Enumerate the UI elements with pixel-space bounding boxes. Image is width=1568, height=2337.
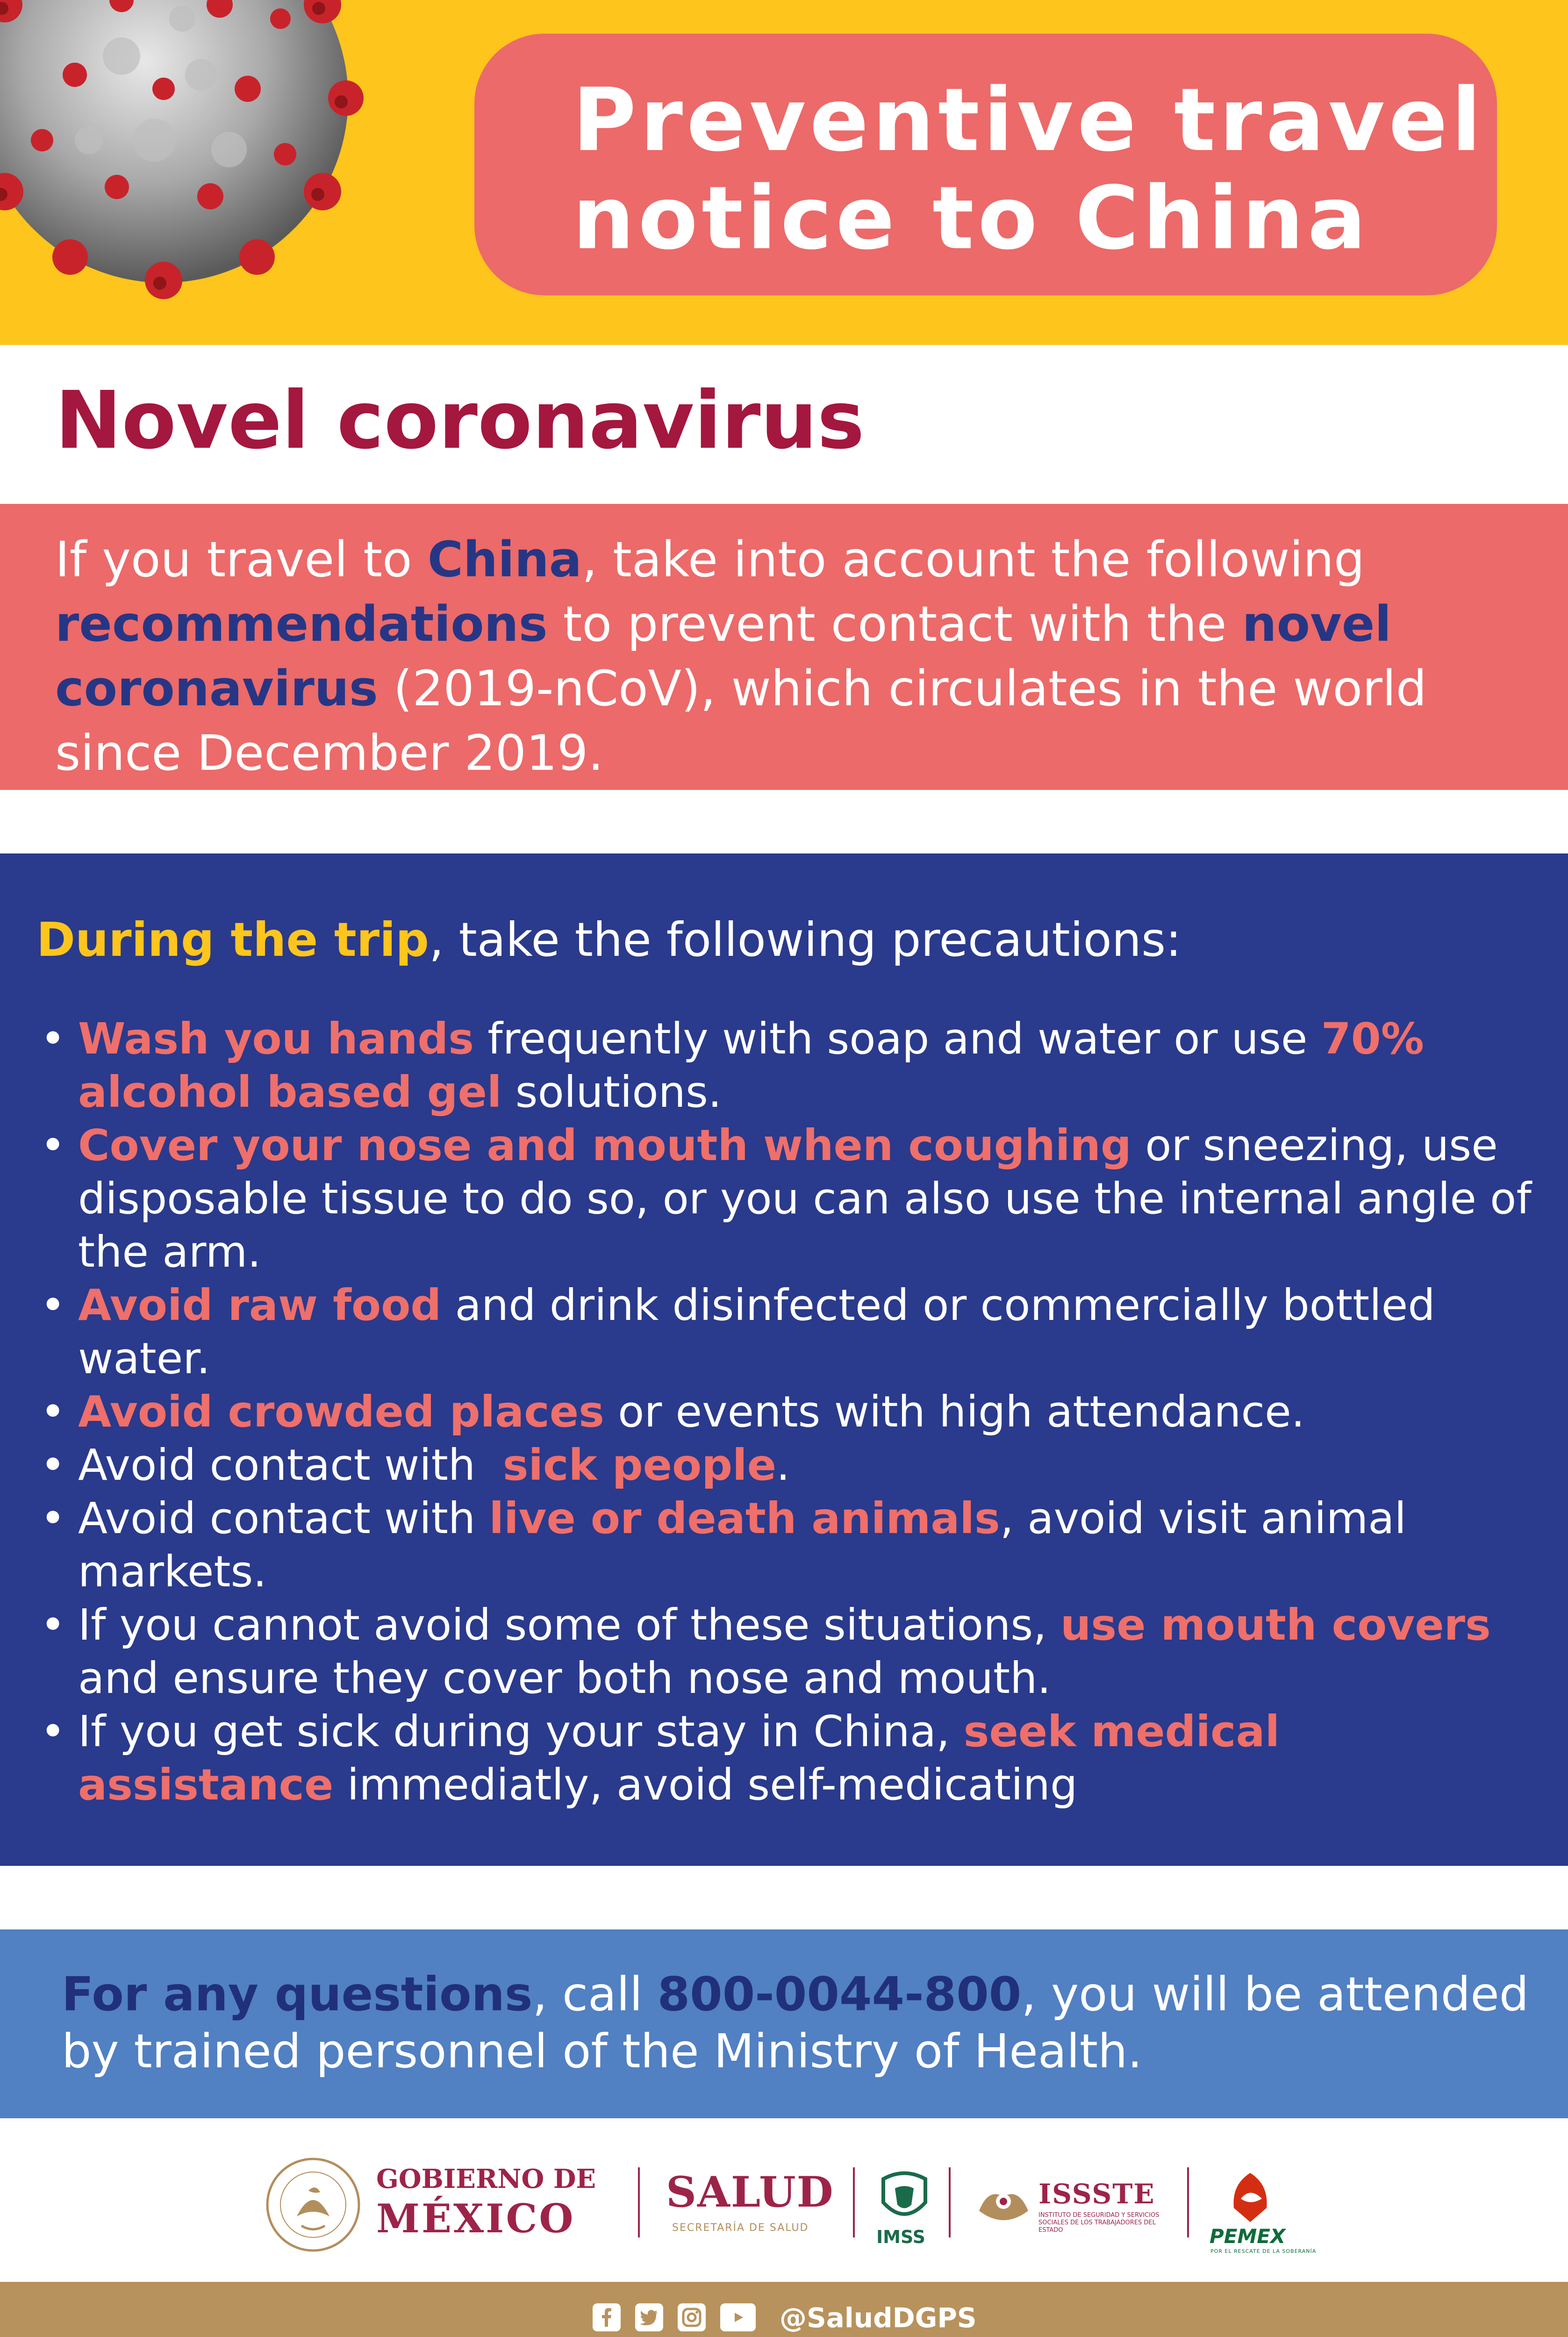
- bullet-icon: •: [40, 1706, 66, 1756]
- item-text: Avoid contact with: [78, 1493, 489, 1543]
- intro-text-1: If you travel to: [55, 531, 428, 588]
- item-text: solutions.: [501, 1067, 722, 1117]
- section-subtitle: Novel coronavirus: [55, 374, 865, 467]
- item-highlight: Avoid raw food: [78, 1280, 442, 1330]
- contact-phone[interactable]: 800-0044-800: [657, 1967, 1022, 2022]
- footer-bar: [0, 2282, 1568, 2337]
- list-item: [37, 1705, 1533, 1812]
- issste-subtitle: INSTITUTO DE SEGURIDAD Y SERVICIOS SOCIALES DE LOS TRABAJADORES DEL ESTADO: [1038, 2212, 1160, 2234]
- header-banner: [0, 0, 1568, 345]
- item-text: frequently with soap and water or use: [473, 1014, 1321, 1064]
- facebook-icon[interactable]: [593, 2303, 621, 2331]
- page-title: [573, 71, 1489, 267]
- precautions-lead-text: , take the following precautions:: [429, 912, 1181, 967]
- intro-text-2: , take into account the following: [581, 531, 1365, 588]
- item-text: or sneezing, use disposable tissue to do so, or you can also use the internal angle of the arm.: [78, 1120, 1532, 1277]
- item-text: and drink disinfected or commercially bottled water.: [78, 1280, 1435, 1384]
- bullet-icon: •: [40, 1493, 66, 1543]
- intro-text-4: (2019-nCoV), which circulates in the world since December 2019.: [55, 660, 1427, 781]
- precautions-panel: [0, 853, 1568, 1866]
- social-icons: [593, 2303, 768, 2331]
- logo-divider: [853, 2167, 855, 2237]
- item-highlight: seek medical assistance: [78, 1706, 1280, 1810]
- pemex-subtitle: POR EL RESCATE DE LA SOBERANÍA: [1210, 2248, 1317, 2254]
- intro-paragraph: [55, 527, 1532, 785]
- item-highlight: 70% alcohol based gel: [78, 1014, 1424, 1117]
- contact-text-1: , call: [532, 1967, 658, 2022]
- item-highlight: Cover your nose and mouth when coughing: [78, 1120, 1131, 1170]
- list-item: [37, 1385, 1533, 1439]
- youtube-icon[interactable]: [720, 2303, 756, 2331]
- title-box: [474, 34, 1497, 295]
- issste-logo: ISSSTE: [1038, 2178, 1155, 2210]
- pemex-eagle-icon: [1224, 2171, 1276, 2224]
- gobierno-line-2: MÉXICO: [376, 2195, 575, 2242]
- intro-text-3: to prevent contact with the: [547, 595, 1242, 652]
- imss-logo: IMSS: [876, 2227, 925, 2247]
- item-highlight: Avoid crowded places: [78, 1387, 604, 1437]
- intro-highlight-recommendations: recommendations: [55, 595, 548, 652]
- title-line-2: notice to China: [573, 167, 1370, 269]
- imss-emblem-icon: [879, 2170, 930, 2226]
- list-item: [37, 1119, 1533, 1279]
- intro-highlight-china: China: [427, 531, 582, 588]
- list-item: [37, 1492, 1533, 1599]
- logo-divider: [638, 2167, 640, 2237]
- contact-highlight: For any questions: [62, 1967, 533, 2022]
- instagram-icon[interactable]: [678, 2303, 706, 2331]
- logo-strip: [0, 2118, 1568, 2282]
- item-text: immediatly, avoid self-medicating: [333, 1760, 1078, 1810]
- item-text: .: [776, 1440, 790, 1490]
- social-handle[interactable]: @SaludDGPS: [780, 2302, 977, 2334]
- item-text: , avoid visit animal markets.: [78, 1493, 1407, 1597]
- precautions-list: [37, 1012, 1533, 1812]
- list-item: [37, 1012, 1533, 1119]
- logo-divider: [949, 2167, 951, 2237]
- contact-band: [0, 1929, 1568, 2118]
- salud-logo: SALUD: [666, 2167, 834, 2217]
- bullet-icon: •: [40, 1280, 66, 1330]
- issste-emblem-icon: [974, 2178, 1033, 2229]
- item-text: If you get sick during your stay in China,: [78, 1706, 964, 1756]
- bullet-icon: •: [40, 1600, 66, 1650]
- item-text: and ensure they cover both nose and mouth.: [78, 1653, 1051, 1703]
- item-highlight: Wash you hands: [78, 1014, 474, 1064]
- salud-subtitle: SECRETARÍA DE SALUD: [672, 2222, 809, 2234]
- item-highlight: sick people: [502, 1440, 776, 1490]
- twitter-icon[interactable]: [635, 2303, 663, 2331]
- precautions-lead-highlight: During the trip: [36, 912, 429, 967]
- contact-paragraph: [62, 1966, 1534, 2080]
- list-item: [37, 1599, 1533, 1705]
- bullet-icon: •: [40, 1440, 66, 1490]
- precautions-lead: [36, 910, 1532, 970]
- list-item: [37, 1439, 1533, 1492]
- item-text: If you cannot avoid some of these situations,: [78, 1600, 1060, 1650]
- bullet-icon: •: [40, 1120, 66, 1170]
- contact-text-2: , you will be attended by trained personnel of the Ministry of Health.: [62, 1967, 1529, 2079]
- mexico-seal-icon: [264, 2156, 362, 2254]
- bullet-icon: •: [40, 1014, 66, 1064]
- gobierno-de-mexico-logo: [376, 2163, 596, 2242]
- title-line-1: Preventive travel: [573, 69, 1485, 171]
- pemex-logo: PEMEX: [1210, 2225, 1286, 2248]
- intro-highlight-novel-coronavirus: novel coronavirus: [55, 595, 1392, 717]
- item-text: or events with high attendance.: [604, 1387, 1305, 1437]
- gobierno-line-1: GOBIERNO DE: [376, 2164, 596, 2194]
- coronavirus-illustration: [0, 0, 407, 327]
- item-highlight: use mouth covers: [1060, 1600, 1491, 1650]
- logo-divider: [1187, 2167, 1189, 2237]
- list-item: [37, 1279, 1533, 1385]
- bullet-icon: •: [40, 1387, 66, 1437]
- item-text: Avoid contact with: [78, 1440, 503, 1490]
- item-highlight: live or death animals: [489, 1493, 1000, 1543]
- intro-band: [0, 504, 1568, 790]
